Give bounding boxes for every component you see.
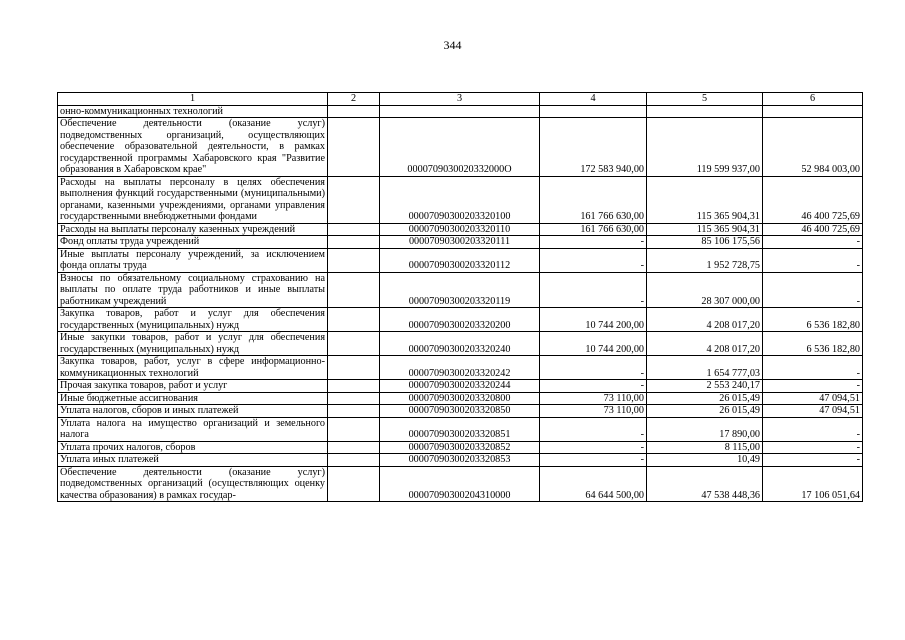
table-row xyxy=(58,466,863,502)
row-value-6: 6 536 182,80 xyxy=(763,332,863,356)
row-value-6: 46 400 725,69 xyxy=(763,223,863,236)
row-value-6: - xyxy=(763,380,863,393)
row-value-6 xyxy=(763,105,863,118)
row-col2 xyxy=(328,308,380,332)
table-row xyxy=(58,380,863,393)
row-code: 00007090300203320800 xyxy=(380,392,540,405)
row-value-5: 4 208 017,20 xyxy=(647,332,763,356)
row-code: 00007090300203320852 xyxy=(380,441,540,454)
row-name: Иные бюджетные ассигнования xyxy=(58,392,328,405)
row-col2 xyxy=(328,236,380,249)
page-number: 344 xyxy=(443,38,462,52)
row-value-5: 17 890,00 xyxy=(647,417,763,441)
table-row xyxy=(58,223,863,236)
column-header: 1 xyxy=(58,93,328,106)
row-col2 xyxy=(328,454,380,467)
row-value-6: 6 536 182,80 xyxy=(763,308,863,332)
row-value-6: 47 094,51 xyxy=(763,392,863,405)
row-value-4: 161 766 630,00 xyxy=(540,176,647,223)
row-value-4 xyxy=(540,105,647,118)
row-name: Иные закупки товаров, работ и услуг для обеспечения государственных (муниципальных) нужд xyxy=(58,332,328,356)
row-col2 xyxy=(328,118,380,177)
row-value-4: - xyxy=(540,380,647,393)
table-row xyxy=(58,441,863,454)
row-value-6: - xyxy=(763,454,863,467)
row-value-5: 26 015,49 xyxy=(647,392,763,405)
row-code: 00007090300203320119 xyxy=(380,272,540,308)
row-code: 00007090300203320112 xyxy=(380,248,540,272)
row-code: 00007090300204310000 xyxy=(380,466,540,502)
row-value-5: 1 654 777,03 xyxy=(647,356,763,380)
row-value-4: - xyxy=(540,454,647,467)
row-value-6: - xyxy=(763,417,863,441)
row-value-4: - xyxy=(540,441,647,454)
row-value-6: 17 106 051,64 xyxy=(763,466,863,502)
table-row xyxy=(58,356,863,380)
row-value-6: - xyxy=(763,356,863,380)
row-code: 00007090300203320110 xyxy=(380,223,540,236)
row-col2 xyxy=(328,441,380,454)
table-row xyxy=(58,405,863,418)
column-header: 6 xyxy=(763,93,863,106)
row-col2 xyxy=(328,392,380,405)
row-value-5: 47 538 448,36 xyxy=(647,466,763,502)
table-row xyxy=(58,332,863,356)
budget-table xyxy=(57,92,863,502)
row-code: 00007090300203320853 xyxy=(380,454,540,467)
row-value-5: 4 208 017,20 xyxy=(647,308,763,332)
row-value-5: 8 115,00 xyxy=(647,441,763,454)
row-name: Уплата иных платежей xyxy=(58,454,328,467)
row-value-4: - xyxy=(540,417,647,441)
row-value-5: 115 365 904,31 xyxy=(647,176,763,223)
row-value-4: - xyxy=(540,272,647,308)
row-value-5: 2 553 240,17 xyxy=(647,380,763,393)
row-value-5: 119 599 937,00 xyxy=(647,118,763,177)
row-name: Обеспечение деятельности (оказание услуг) подведомственных организаций (осуществляющих оценку качества образования) в рамках государ- xyxy=(58,466,328,502)
row-value-5 xyxy=(647,105,763,118)
column-header: 2 xyxy=(328,93,380,106)
row-value-4: - xyxy=(540,356,647,380)
row-value-4: 64 644 500,00 xyxy=(540,466,647,502)
row-col2 xyxy=(328,332,380,356)
row-code: 00007090300203320851 xyxy=(380,417,540,441)
row-value-4: 10 744 200,00 xyxy=(540,332,647,356)
row-value-6: 52 984 003,00 xyxy=(763,118,863,177)
row-value-6: - xyxy=(763,248,863,272)
row-value-6: - xyxy=(763,272,863,308)
row-code: 00007090300203320240 xyxy=(380,332,540,356)
row-name: Уплата налогов, сборов и иных платежей xyxy=(58,405,328,418)
table-row xyxy=(58,248,863,272)
row-col2 xyxy=(328,105,380,118)
row-col2 xyxy=(328,272,380,308)
row-name: Расходы на выплаты персоналу казенных учреждений xyxy=(58,223,328,236)
row-name: Фонд оплаты труда учреждений xyxy=(58,236,328,249)
row-value-5: 26 015,49 xyxy=(647,405,763,418)
row-name: Обеспечение деятельности (оказание услуг) подведомственных организаций, осуществляющих обеспечение образовательной деятельности, в рамках государственной программы Хабаровского края "Развитие образования в Хабаровском крае" xyxy=(58,118,328,177)
row-name: Иные выплаты персоналу учреждений, за исключением фонда оплаты труда xyxy=(58,248,328,272)
column-header: 4 xyxy=(540,93,647,106)
row-code: 00007090300203320100 xyxy=(380,176,540,223)
row-col2 xyxy=(328,176,380,223)
row-code xyxy=(380,105,540,118)
row-name: Уплата прочих налогов, сборов xyxy=(58,441,328,454)
row-name: Расходы на выплаты персоналу в целях обеспечения выполнения функций государственными (муниципальными) органами, казенными учреждениями, органами управления государственными внебюджетными фондами xyxy=(58,176,328,223)
row-name: Закупка товаров, работ и услуг для обеспечения государственных (муниципальных) нужд xyxy=(58,308,328,332)
row-value-5: 1 952 728,75 xyxy=(647,248,763,272)
row-value-4: - xyxy=(540,236,647,249)
row-col2 xyxy=(328,466,380,502)
row-code: 00007090300203320244 xyxy=(380,380,540,393)
row-name: Взносы по обязательному социальному страхованию на выплаты по оплате труда работников и иные выплаты работникам учреждений xyxy=(58,272,328,308)
table-row xyxy=(58,105,863,118)
column-header: 5 xyxy=(647,93,763,106)
row-value-4: 161 766 630,00 xyxy=(540,223,647,236)
row-value-6: - xyxy=(763,441,863,454)
row-value-5: 85 106 175,56 xyxy=(647,236,763,249)
row-code: 00007090300203320200 xyxy=(380,308,540,332)
table-row xyxy=(58,176,863,223)
row-value-5: 10,49 xyxy=(647,454,763,467)
row-col2 xyxy=(328,356,380,380)
table-row xyxy=(58,308,863,332)
row-col2 xyxy=(328,223,380,236)
row-value-4: 73 110,00 xyxy=(540,405,647,418)
table-row xyxy=(58,392,863,405)
row-col2 xyxy=(328,248,380,272)
row-value-6: 46 400 725,69 xyxy=(763,176,863,223)
row-code: 00007090300203320242 xyxy=(380,356,540,380)
column-header: 3 xyxy=(380,93,540,106)
row-code: 00007090300203320111 xyxy=(380,236,540,249)
row-name: Прочая закупка товаров, работ и услуг xyxy=(58,380,328,393)
row-value-4: 172 583 940,00 xyxy=(540,118,647,177)
row-name: Закупка товаров, работ, услуг в сфере информационно-коммуникационных технологий xyxy=(58,356,328,380)
row-name: Уплата налога на имущество организаций и земельного налога xyxy=(58,417,328,441)
row-col2 xyxy=(328,380,380,393)
row-col2 xyxy=(328,417,380,441)
row-name: онно-коммуникационных технологий xyxy=(58,105,328,118)
row-code: 00007090300203320850 xyxy=(380,405,540,418)
table-row xyxy=(58,236,863,249)
row-col2 xyxy=(328,405,380,418)
table-row xyxy=(58,417,863,441)
row-value-5: 28 307 000,00 xyxy=(647,272,763,308)
row-value-4: - xyxy=(540,248,647,272)
row-value-6: - xyxy=(763,236,863,249)
row-value-6: 47 094,51 xyxy=(763,405,863,418)
row-value-4: 73 110,00 xyxy=(540,392,647,405)
row-value-5: 115 365 904,31 xyxy=(647,223,763,236)
table-header xyxy=(58,93,863,106)
table-row xyxy=(58,118,863,177)
row-code: 0000709030020332000О xyxy=(380,118,540,177)
table-row xyxy=(58,272,863,308)
row-value-4: 10 744 200,00 xyxy=(540,308,647,332)
table-row xyxy=(58,454,863,467)
